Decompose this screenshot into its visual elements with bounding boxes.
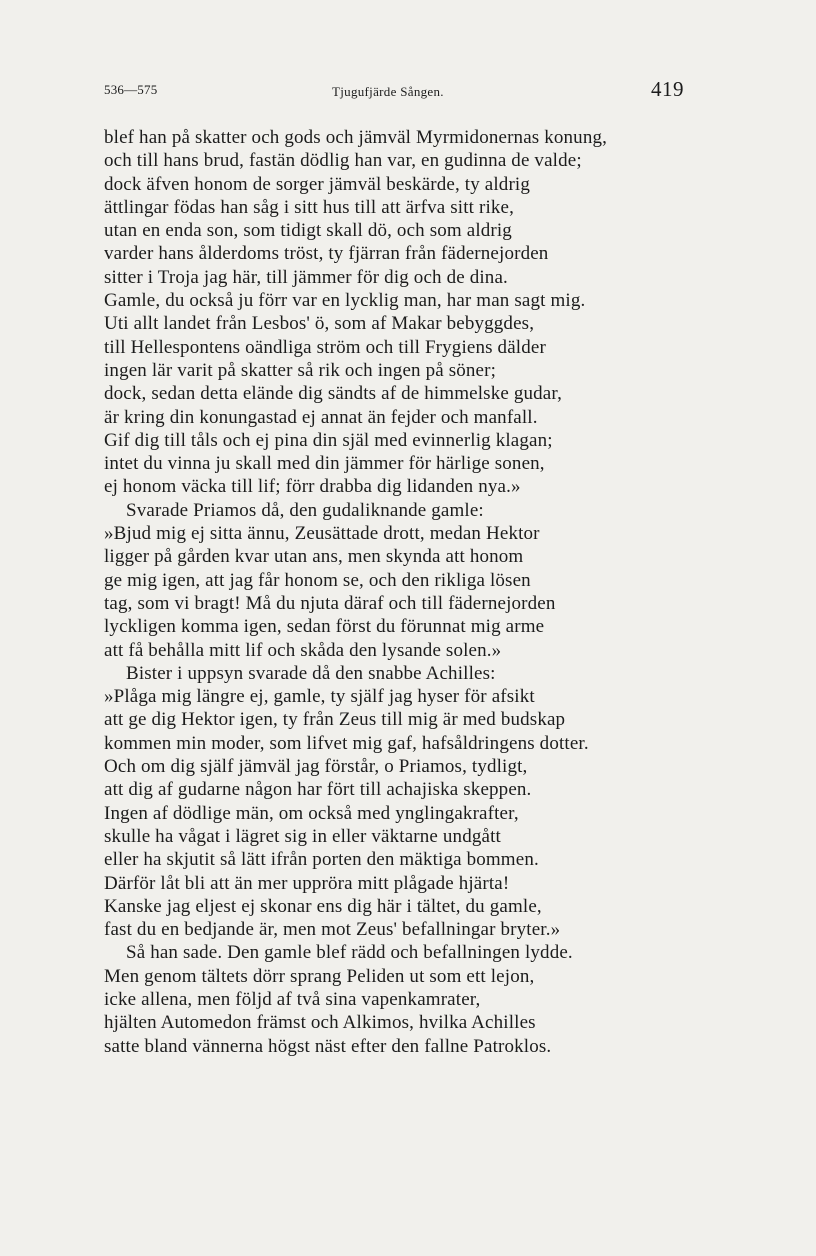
verse-line: att få behålla mitt lif och skåda den lysande solen.» — [104, 639, 502, 661]
verse-line: att dig af gudarne någon har fört till achajiska skeppen. — [104, 779, 532, 801]
verse-line: ingen lär varit på skatter så rik och ingen på söner; — [104, 359, 497, 381]
verse-line: dock äfven honom de sorger jämväl beskärde, ty aldrig — [104, 173, 530, 195]
verse-line: Bister i uppsyn svarade då den snabbe Achilles: — [126, 662, 496, 684]
verse-line: skulle ha vågat i lägret sig in eller väktarne undgått — [104, 825, 501, 847]
running-title: Tjugufjärde Sången. — [332, 84, 444, 99]
verse-line: är kring din konungastad ej annat än fejder och manfall. — [104, 406, 538, 428]
verse-line: hjälten Automedon främst och Alkimos, hvilka Achilles — [104, 1012, 536, 1034]
verse-line: ättlingar födas han såg i sitt hus till att ärfva sitt rike, — [104, 196, 515, 218]
verse-line: blef han på skatter och gods och jämväl Myrmidonernas konung, — [104, 127, 608, 148]
page-header — [104, 77, 692, 110]
verse-text — [104, 126, 704, 1058]
line-range: 536—575 — [104, 82, 158, 97]
verse-line: varder hans ålderdoms tröst, ty fjärran från fädernejorden — [104, 243, 549, 265]
verse-line: Och om dig själf jämväl jag förstår, o Priamos, tydligt, — [104, 756, 528, 778]
verse-line: ej honom väcka till lif; förr drabba dig lidanden nya.» — [104, 476, 521, 498]
verse-line: Kanske jag eljest ej skonar ens dig här i tältet, du gamle, — [104, 895, 542, 917]
verse-line: Ingen af dödlige män, om också med ynglingakrafter, — [104, 802, 519, 824]
verse-line: fast du en bedjande är, men mot Zeus' befallningar bryter.» — [104, 919, 561, 941]
verse-line: »Plåga mig längre ej, gamle, ty själf jag hyser för afsikt — [104, 686, 535, 708]
verse-line: till Hellespontens oändliga ström och till Frygiens dälder — [104, 336, 546, 358]
verse-line: kommen min moder, som lifvet mig gaf, hafsåldringens dotter. — [104, 732, 589, 754]
verse-line: dock, sedan detta elände dig sändts af de himmelske gudar, — [104, 383, 562, 405]
verse-line: Svarade Priamos då, den gudaliknande gamle: — [126, 499, 484, 521]
verse-line: Men genom tältets dörr sprang Peliden ut som ett lejon, — [104, 965, 535, 987]
verse-line: utan en enda son, som tidigt skall dö, och som aldrig — [104, 220, 512, 242]
page-number: 419 — [651, 77, 684, 101]
verse-line: intet du vinna ju skall med din jämmer för härlige sonen, — [104, 453, 545, 475]
verse-line: Därför låt bli att än mer uppröra mitt plågade hjärta! — [104, 872, 510, 894]
verse-line: ge mig igen, att jag får honom se, och den rikliga lösen — [104, 569, 531, 591]
verse-line: sitter i Troja jag här, till jämmer för dig och de dina. — [104, 266, 508, 288]
verse-line: tag, som vi bragt! Må du njuta däraf och till fädernejorden — [104, 592, 556, 614]
verse-line: eller ha skjutit så lätt ifrån porten den mäktiga bommen. — [104, 849, 539, 871]
verse-line: Så han sade. Den gamle blef rädd och befallningen lydde. — [126, 942, 573, 964]
verse-line: »Bjud mig ej sitta ännu, Zeusättade drott, medan Hektor — [104, 523, 540, 545]
verse-line: lyckligen komma igen, sedan först du förunnat mig arme — [104, 616, 545, 638]
verse-line: och till hans brud, fastän dödlig han var, en gudinna de valde; — [104, 150, 582, 172]
verse-line: ligger på gården kvar utan ans, men skynda att honom — [104, 546, 524, 568]
verse-line: Gif dig till tåls och ej pina din själ med evinnerlig klagan; — [104, 429, 553, 451]
verse-line: att ge dig Hektor igen, ty från Zeus till mig är med budskap — [104, 709, 566, 731]
verse-line: icke allena, men följd af två sina vapenkamrater, — [104, 988, 481, 1010]
verse-line: Uti allt landet från Lesbos' ö, som af Makar bebyggdes, — [104, 313, 535, 335]
verse-line: Gamle, du också ju förr var en lycklig man, har man sagt mig. — [104, 290, 586, 312]
verse-line: satte bland vännerna högst näst efter den fallne Patroklos. — [104, 1035, 552, 1057]
